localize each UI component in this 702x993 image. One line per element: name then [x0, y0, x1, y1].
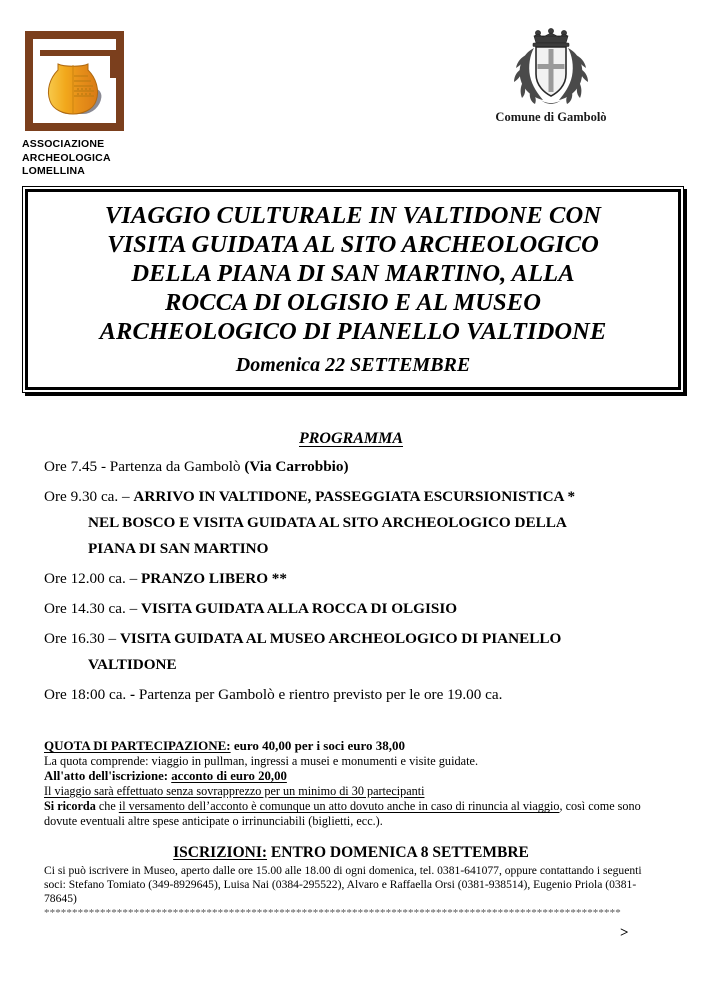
reminder-underlined-text: il versamento dell’acconto è comunque un atto dovuto anche in caso di rinuncia al viaggio — [118, 799, 560, 814]
reminder-text-1: che — [95, 799, 119, 814]
comune-label: Comune di Gambolò — [495, 110, 607, 124]
separator-rule: ******************************************************************************************************* — [44, 908, 621, 919]
association-name-line-2: ARCHEOLOGICA — [22, 151, 111, 164]
iscrizioni-body: Ci si può iscrivere in Museo, aperto dalle ore 15.00 alle 18.00 di ogni domenica, tel. 0381-641077, oppure contattando i seguenti soci: Stefano Tomiato (349-8929645), Luisa Nai (0384-295522), Alvaro e Raffaella Orsi (0381-938514), Eugenio Priola (0381-78645) — [44, 864, 642, 906]
comune-block — [466, 24, 636, 125]
programma-entry-time: Ore 7.45 - Partenza da Gambolò — [44, 458, 245, 475]
deposit-amount: acconto di euro 20,00 — [171, 769, 287, 784]
iscrizioni-label: ISCRIZIONI: — [173, 844, 268, 861]
title-line-3: DELLA PIANA DI SAN MARTINO, ALLA — [131, 260, 575, 287]
programma-entry — [44, 570, 664, 587]
programma-entry-continuation: VALTIDONE — [88, 656, 177, 673]
iscrizioni-heading — [0, 844, 702, 862]
programma-entry-time: Ore 12.00 ca. – — [44, 570, 141, 587]
title-line-2: VISITA GUIDATA AL SITO ARCHEOLOGICO — [107, 231, 599, 258]
association-name — [22, 138, 192, 179]
programma-entry — [44, 600, 664, 617]
programma-heading: PROGRAMMA — [298, 430, 404, 447]
programma-entry-activity: (Via Carrobbio) — [244, 458, 349, 475]
page-arrow-marker: > — [620, 925, 629, 941]
programma-entry-activity: - — [130, 686, 136, 703]
programma-entry-detail: Partenza per Gambolò e rientro previsto per le ore 19.00 ca. — [135, 686, 503, 703]
archaeology-vase-logo-icon — [22, 28, 127, 134]
programma-entry-activity: PRANZO LIBERO ** — [141, 570, 287, 587]
reminder-label: Si ricorda — [44, 799, 96, 814]
reminder-line — [44, 799, 656, 828]
event-date: Domenica 22 SETTEMBRE — [235, 354, 471, 376]
programma-entry — [44, 458, 664, 475]
association-name-line-1: ASSOCIAZIONE — [22, 138, 105, 150]
vase-shape-icon — [44, 60, 102, 116]
programma-entry-time: Ore 9.30 ca. – — [44, 488, 134, 505]
title-box — [22, 186, 684, 393]
programma-entry-continuation: NEL BOSCO E VISITA GUIDATA AL SITO ARCHEOLOGICO DELLA — [88, 514, 567, 531]
minimum-participants: Il viaggio sarà effettuato senza sovrapprezzo per un minimo di 30 partecipanti — [44, 783, 425, 798]
quota-heading — [44, 739, 656, 754]
title-line-5: ARCHEOLOGICO DI PIANELLO VALTIDONE — [99, 318, 607, 345]
programma-list — [44, 458, 664, 716]
programma-entry — [44, 686, 664, 703]
title-line-4: ROCCA DI OLGISIO E AL MUSEO — [165, 289, 541, 316]
quota-amount: euro 40,00 per i soci euro 38,00 — [230, 738, 406, 753]
programma-entry-activity: VISITA GUIDATA ALLA ROCCA DI OLGISIO — [141, 600, 458, 617]
programma-entry-continuation: PIANA DI SAN MARTINO — [88, 540, 269, 557]
comune-coat-of-arms-icon — [508, 24, 594, 108]
programma-entry-time: Ore 14.30 ca. – — [44, 600, 141, 617]
title-line-1: VIAGGIO CULTURALE IN VALTIDONE CON — [104, 202, 602, 229]
iscrizioni-deadline: ENTRO DOMENICA 8 SETTEMBRE — [267, 844, 529, 861]
programma-entry-time: Ore 16.30 – — [44, 630, 120, 647]
programma-entry — [44, 488, 664, 557]
association-logo-block — [22, 28, 192, 179]
programma-entry-activity: VISITA GUIDATA AL MUSEO ARCHEOLOGICO DI PIANELLO — [119, 630, 562, 647]
programma-entry-time: Ore 18:00 ca. — [44, 686, 131, 703]
deposit-label: All'atto dell'iscrizione: — [44, 769, 172, 784]
document-header — [0, 0, 702, 186]
quota-block — [44, 739, 656, 829]
deposit-line — [44, 769, 656, 784]
quota-includes: La quota comprende: viaggio in pullman, ingressi a musei e monumenti e visite guidate. — [44, 753, 479, 768]
association-name-line-3: LOMELLINA — [22, 165, 86, 177]
programma-entry — [44, 630, 664, 673]
programma-entry-activity: ARRIVO IN VALTIDONE, PASSEGGIATA ESCURSIONISTICA * — [133, 488, 576, 505]
reminder-text-2: , così come sono dovute eventuali altre spese anticipate o irrinunciabili (biglietti, ecc.). — [44, 799, 641, 828]
quota-label: QUOTA DI PARTECIPAZIONE: — [44, 738, 231, 753]
